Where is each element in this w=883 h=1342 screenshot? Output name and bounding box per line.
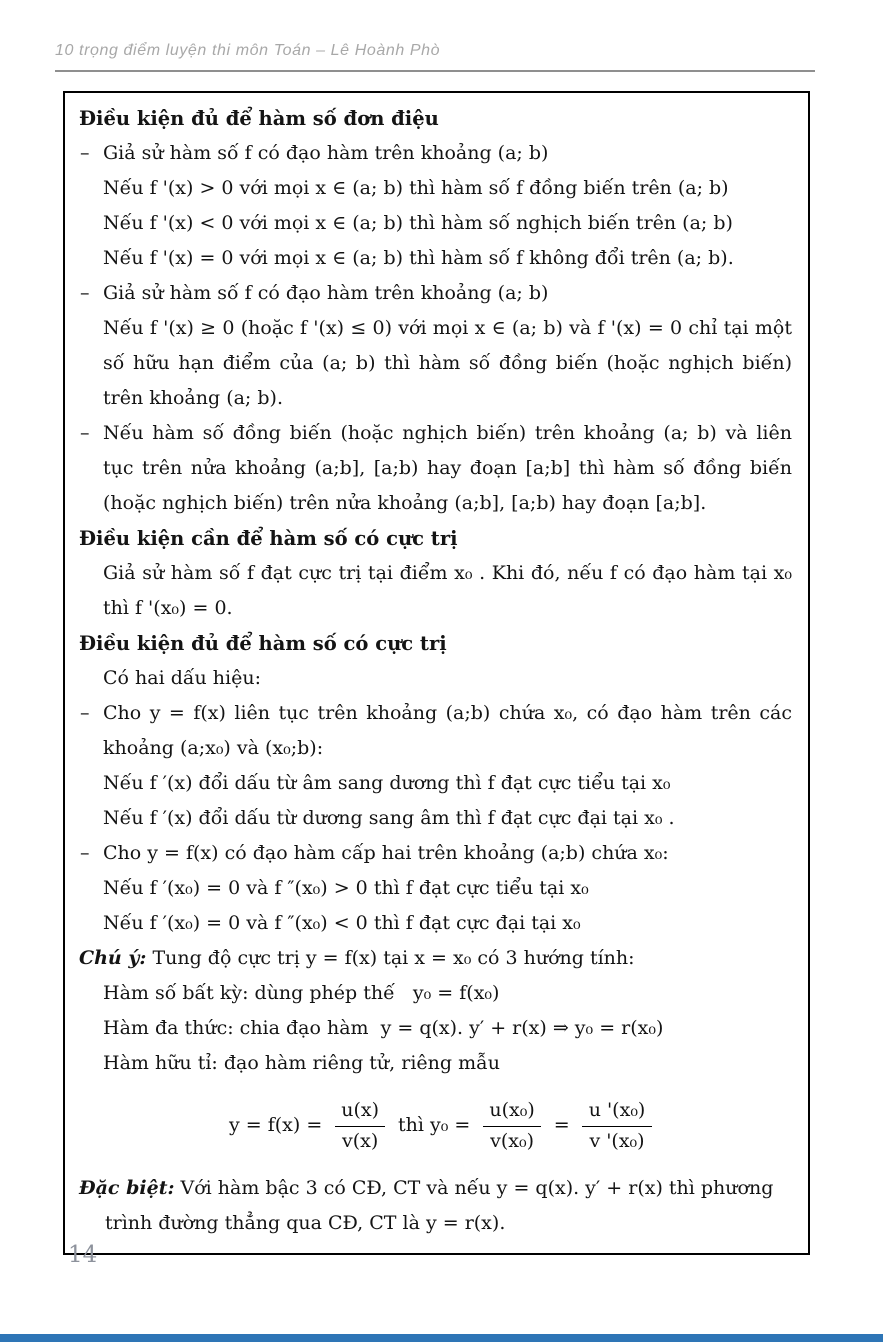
paragraphs-bottom: [79, 1171, 792, 1241]
bottom-accent-bar: [0, 1334, 883, 1342]
running-header: [55, 42, 815, 60]
header-rule: [55, 70, 815, 72]
bullet-text: Cho y = f(x) có đạo hàm cấp hai trên khoảng (a;b) chứa x₀:: [103, 842, 669, 864]
bullet-text: Giả sử hàm số f có đạo hàm trên khoảng (a; b): [103, 142, 549, 164]
running-header-title: 10 trọng điểm luyện thi môn Toán – Lê Hoành Phò: [55, 42, 441, 59]
page-number: 14: [68, 1242, 98, 1268]
fraction-uprime-vprime: [582, 1099, 653, 1154]
paragraphs-top: [79, 101, 792, 1081]
fraction-u-v: [334, 1099, 386, 1154]
fraction-numerator: u(x₀): [489, 1098, 535, 1121]
fraction-numerator: u '(x₀): [588, 1098, 646, 1121]
dash-bullet: –: [80, 842, 90, 864]
dash-bullet: –: [80, 422, 90, 444]
bullet-text: Giả sử hàm số f có đạo hàm trên khoảng (a; b): [103, 282, 549, 304]
text-line: Hàm đa thức: chia đạo hàm y = q(x). y′ + r(x) ⇒ y₀ = r(x₀): [103, 1017, 664, 1039]
text-line: Nếu f ′(x) đổi dấu từ âm sang dương thì f đạt cực tiểu tại x₀: [103, 772, 671, 794]
fraction-u0-v0: [482, 1099, 541, 1154]
text-line: Giả sử hàm số f đạt cực trị tại điểm x₀ . Khi đó, nếu f có đạo hàm tại x₀ thì f '(x₀) = 0.: [103, 562, 792, 619]
bullet-item: [79, 276, 792, 311]
section-heading: Điều kiện đủ để hàm số đơn điệu: [79, 107, 439, 130]
fraction-denominator: v(x): [335, 1126, 385, 1154]
formula-prefix: y = f(x) =: [229, 1114, 323, 1137]
text-line: Nếu f ′(x₀) = 0 và f ″(x₀) > 0 thì f đạt cực tiểu tại x₀: [103, 877, 589, 899]
text-line: Nếu f '(x) ≥ 0 (hoặc f '(x) ≤ 0) với mọi x ∈ (a; b) và f '(x) = 0 chỉ tại một số hữu hạn điểm của (a; b) thì hàm số đồng biến (hoặc nghịch biến) trên khoảng (a; b).: [103, 317, 792, 409]
text-line: Nếu f '(x) < 0 với mọi x ∈ (a; b) thì hàm số nghịch biến trên (a; b): [103, 212, 733, 234]
text-line: Nếu f ′(x₀) = 0 và f ″(x₀) < 0 thì f đạt cực đại tại x₀: [103, 912, 581, 934]
note-line: [79, 1171, 792, 1241]
note-lead: Đặc biệt:: [79, 1177, 175, 1199]
dash-bullet: –: [80, 142, 90, 164]
bullet-item: [79, 696, 792, 766]
text-line: Nếu f '(x) = 0 với mọi x ∈ (a; b) thì hàm số f không đổi trên (a; b).: [103, 247, 734, 269]
text-line: Có hai dấu hiệu:: [103, 667, 261, 689]
bullet-item: [79, 416, 792, 521]
note-text: Tung độ cực trị y = f(x) tại x = x₀ có 3 hướng tính:: [146, 947, 635, 969]
fraction-denominator: v '(x₀): [582, 1126, 651, 1154]
section-heading: Điều kiện đủ để hàm số có cực trị: [79, 632, 447, 655]
formula-equals: =: [553, 1114, 570, 1137]
text-line: Hàm hữu tỉ: đạo hàm riêng tử, riêng mẫu: [103, 1052, 500, 1074]
formula-mid: thì y₀ =: [398, 1114, 471, 1137]
note-line: [79, 941, 792, 976]
section-heading: Điều kiện cần để hàm số có cực trị: [79, 527, 458, 550]
bullet-item: [79, 136, 792, 171]
fraction-numerator: u(x): [341, 1098, 380, 1121]
bullet-text: Cho y = f(x) liên tục trên khoảng (a;b) chứa x₀, có đạo hàm trên các khoảng (a;x₀) và (x₀;b):: [103, 702, 792, 759]
note-lead: Chú ý:: [79, 947, 147, 969]
bullet-item: [79, 836, 792, 871]
text-line: Hàm số bất kỳ: dùng phép thế y₀ = f(x₀): [103, 982, 500, 1004]
bullet-text: Nếu hàm số đồng biến (hoặc nghịch biến) trên khoảng (a; b) và liên tục trên nửa khoảng (a;b], [a;b) hay đoạn [a;b] thì hàm số đồng biến (hoặc nghịch biến) trên nửa khoảng (a;b], [a;b) hay đoạn [a;b].: [103, 422, 792, 514]
dash-bullet: –: [80, 702, 90, 724]
dash-bullet: –: [80, 282, 90, 304]
fraction-denominator: v(x₀): [483, 1126, 541, 1154]
content-box: [63, 91, 810, 1255]
note-text: Với hàm bậc 3 có CĐ, CT và nếu y = q(x). y′ + r(x) thì phương trình đường thẳng qua CĐ, CT là y = r(x).: [105, 1177, 774, 1234]
text-line: Nếu f '(x) > 0 với mọi x ∈ (a; b) thì hàm số f đồng biến trên (a; b): [103, 177, 729, 199]
text-line: Nếu f ′(x) đổi dấu từ dương sang âm thì f đạt cực đại tại x₀ .: [103, 807, 675, 829]
formula-line: [229, 1089, 792, 1163]
